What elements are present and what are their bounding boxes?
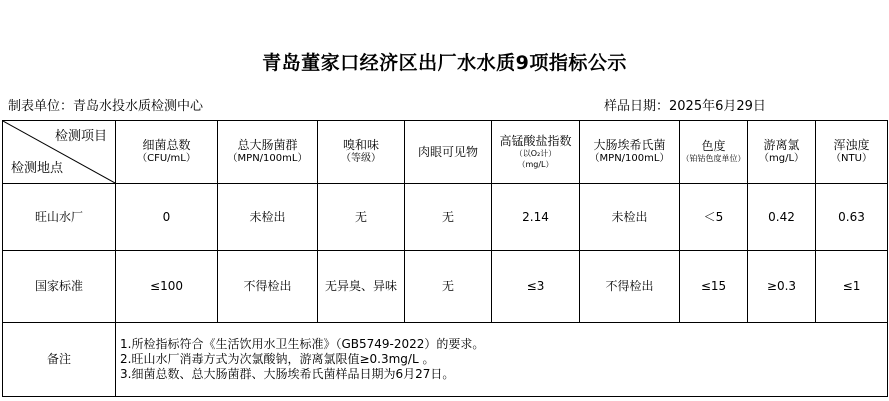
value-cell: 0.63 <box>816 184 888 251</box>
value-cell: 不得检出 <box>218 251 318 323</box>
header-name: 大肠埃希氏菌 <box>593 138 666 153</box>
corner-site-label: 检测地点 <box>11 160 64 176</box>
notes-label: 备注 <box>3 323 116 397</box>
value-cell: 2.14 <box>492 184 580 251</box>
page-title: 青岛董家口经济区出厂水水质9项指标公示 <box>262 52 627 74</box>
header-color <box>680 121 748 184</box>
header-odor <box>318 121 405 184</box>
sample-date-label: 样品日期：2025年6月29日 <box>604 99 766 114</box>
header-name: 游离氯 <box>763 138 800 153</box>
header-name: 高锰酸盐指数 <box>499 134 572 149</box>
header-unit: （MPN/100mL） <box>589 153 670 165</box>
header-row <box>3 121 888 184</box>
header-name: 浑浊度 <box>833 138 870 153</box>
header-unit: （等级） <box>341 153 381 165</box>
value-cell: ≤1 <box>816 251 888 323</box>
value-cell: ≥0.3 <box>748 251 816 323</box>
value-cell: 无 <box>405 184 492 251</box>
header-name: 总大肠菌群 <box>237 138 298 153</box>
value-cell: 未检出 <box>580 184 680 251</box>
header-coliform <box>218 121 318 184</box>
header-chlorine <box>748 121 816 184</box>
value-cell: ≤100 <box>116 251 218 323</box>
issuer-label: 制表单位：青岛水投水质检测中心 <box>8 99 204 114</box>
header-unit: （CFU/mL） <box>137 153 196 165</box>
header-name: 色度 <box>701 139 726 154</box>
row-label: 旺山水厂 <box>3 184 116 251</box>
note-line: 1.所检指标符合《生活饮用水卫生标准》（GB5749-2022）的要求。 <box>120 337 485 351</box>
header-name: 肉眼可见物 <box>417 144 478 159</box>
header-unit: （NTU） <box>831 153 872 165</box>
corner-header-cell <box>3 121 116 184</box>
header-bacteria <box>116 121 218 184</box>
value-cell: 未检出 <box>218 184 318 251</box>
value-cell: 无异臭、异味 <box>318 251 405 323</box>
value-cell: ≤15 <box>680 251 748 323</box>
header-permanganate <box>492 121 580 184</box>
header-name: 细菌总数 <box>142 138 191 153</box>
water-quality-table <box>2 120 888 397</box>
row-label: 国家标准 <box>3 251 116 323</box>
header-unit: （mg/L） <box>758 153 805 165</box>
header-ecoli <box>580 121 680 184</box>
value-cell: ＜5 <box>680 184 748 251</box>
notes-cell <box>116 323 888 397</box>
corner-item-label: 检测项目 <box>54 129 107 144</box>
header-unit: （mg/L） <box>517 159 554 169</box>
header-note: （铂钴色度单位） <box>681 154 746 164</box>
value-cell: ≤3 <box>492 251 580 323</box>
value-cell: 无 <box>405 251 492 323</box>
value-cell: 0.42 <box>748 184 816 251</box>
value-cell: 无 <box>318 184 405 251</box>
header-name: 嗅和味 <box>342 138 379 153</box>
header-visible <box>405 121 492 184</box>
header-unit: （MPN/100mL） <box>227 153 308 165</box>
value-cell: 0 <box>116 184 218 251</box>
note-line: 3.细菌总数、总大肠菌群、大肠埃希氏菌样品日期为6月27日。 <box>120 367 455 381</box>
header-note: （以O₂计） <box>514 149 557 159</box>
table-row-standard <box>3 251 888 323</box>
note-line: 2.旺山水厂消毒方式为次氯酸钠，游离氯限值≥0.3mg/L 。 <box>120 352 435 366</box>
value-cell: 不得检出 <box>580 251 680 323</box>
table-row-notes <box>3 323 888 397</box>
header-turbidity <box>816 121 888 184</box>
table-row-plant <box>3 184 888 251</box>
